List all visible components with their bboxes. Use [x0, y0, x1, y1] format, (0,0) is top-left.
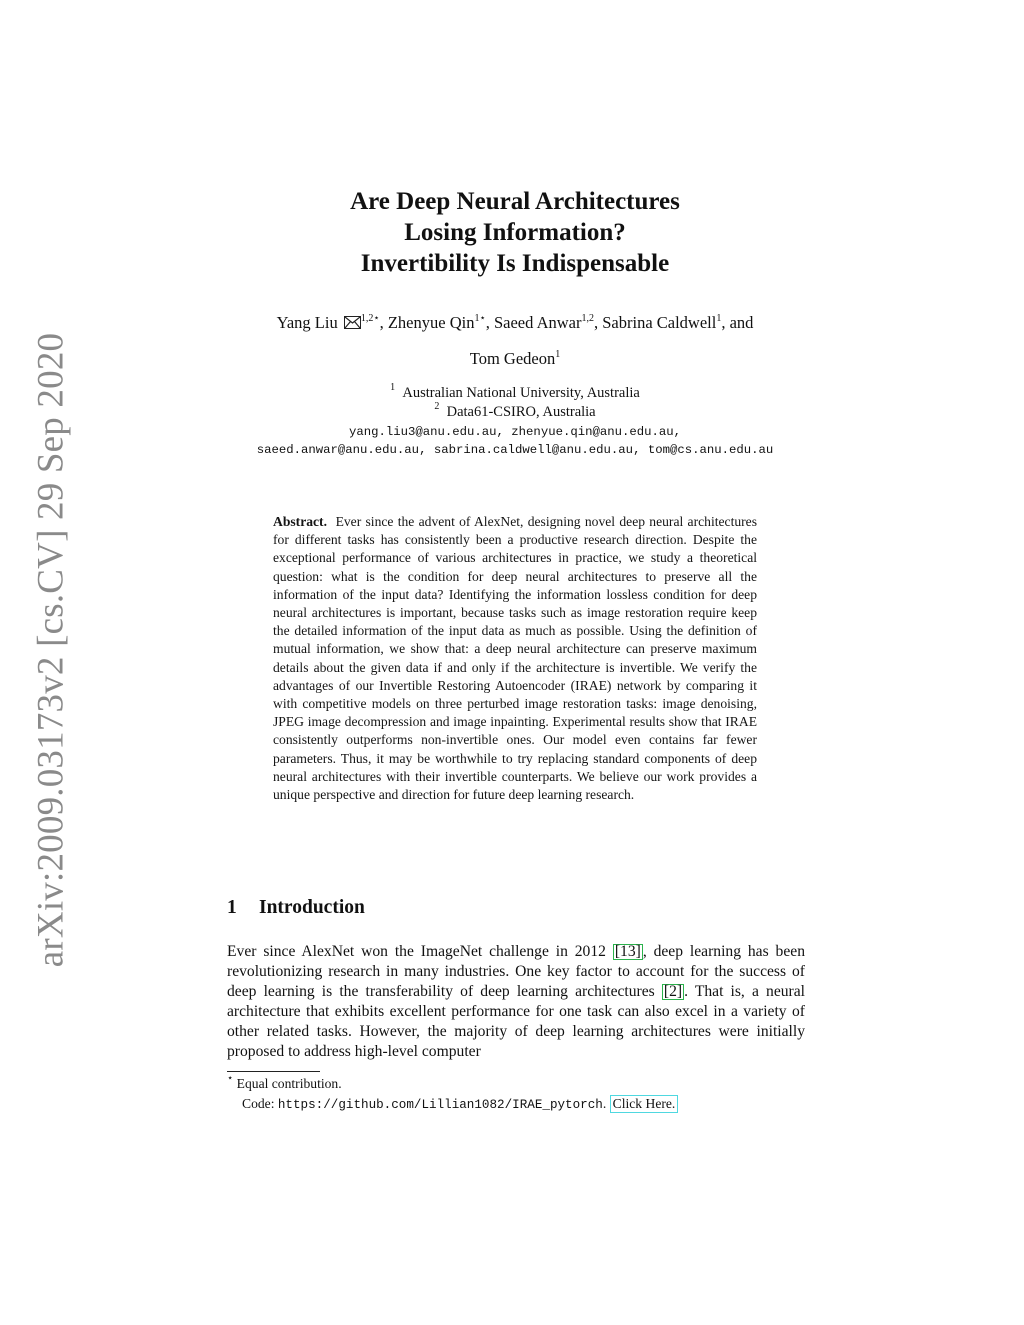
footnote-equal-text: Equal contribution.: [236, 1076, 342, 1091]
email-line-2: saeed.anwar@anu.edu.au, sabrina.caldwell@anu.edu.au, tom@cs.anu.edu.au: [256, 443, 774, 457]
author-sabrina-caldwell: , Sabrina Caldwell: [593, 313, 717, 332]
author-saeed-anwar: , Saeed Anwar: [485, 313, 582, 332]
author-sabrina-caldwell-sup: 1: [716, 313, 722, 324]
arxiv-sidebar: [30, 332, 72, 968]
footnote-code-label: Code:: [242, 1096, 278, 1111]
title-line-1: Are Deep Neural Architectures: [350, 188, 680, 215]
title-line-2: Losing Information?: [404, 219, 626, 246]
section-heading: [227, 897, 365, 919]
click-here-link[interactable]: Click Here.: [610, 1095, 679, 1113]
arxiv-identifier: arXiv:2009.03173v2 [cs.CV] 29 Sep 2020: [30, 332, 72, 968]
section-number: 1: [227, 897, 237, 918]
author-list: [160, 313, 870, 333]
abstract-label: Abstract.: [273, 514, 327, 529]
affiliation-2-text: Data61-CSIRO, Australia: [446, 404, 596, 420]
author-and: , and: [721, 313, 754, 332]
affiliation-1: [160, 382, 870, 402]
author-yang-liu: Yang Liu: [276, 313, 342, 332]
affiliation-1-number: 1: [390, 382, 396, 393]
author-tom-gedeon-sup: 1: [555, 349, 561, 360]
intro-text-2: , deep learning has been revolutionizing research in many industries. One key factor to account for the success of deep learning is the transferability of deep learning architectures: [227, 943, 805, 1000]
author-yang-liu-sup: 1,2⋆: [360, 313, 380, 324]
footnote-rule: [227, 1071, 320, 1072]
author-list-line-2: [160, 349, 870, 369]
abstract: [273, 513, 757, 804]
footnote-star: ⋆: [227, 1073, 234, 1084]
author-tom-gedeon: Tom Gedeon: [469, 349, 556, 368]
author-zhenyue-qin: , Zhenyue Qin: [379, 313, 475, 332]
footnote-code: [242, 1095, 678, 1113]
affiliation-2-number: 2: [434, 401, 440, 412]
author-saeed-anwar-sup: 1,2: [581, 313, 594, 324]
footnote-code-dot: .: [602, 1096, 610, 1111]
title-line-3: Invertibility Is Indispensable: [360, 250, 670, 277]
author-zhenyue-qin-sup: 1⋆: [474, 313, 486, 324]
affiliation-1-text: Australian National University, Australia: [402, 385, 640, 401]
citation-link-13[interactable]: [13]: [614, 943, 641, 960]
envelope-icon: [344, 316, 361, 329]
introduction-paragraph: [227, 942, 805, 1062]
affiliation-2: [160, 401, 870, 421]
paper-title: [200, 186, 830, 279]
code-url-link[interactable]: https://github.com/Lillian1082/IRAE_pytorch: [277, 1098, 603, 1112]
email-line-1: yang.liu3@anu.edu.au, zhenyue.qin@anu.edu.au,: [348, 425, 682, 439]
intro-text-3: . That is, a neural architecture that exhibits excellent performance for one task can also excel in a variety of other related tasks. However, the majority of deep learning architectures were initially proposed to address high-level computer: [227, 983, 805, 1060]
citation-link-2[interactable]: [2]: [663, 983, 683, 1000]
intro-text-1: Ever since AlexNet won the ImageNet challenge in 2012: [227, 943, 613, 960]
section-title: Introduction: [259, 897, 365, 918]
footnote-equal-contribution: [227, 1073, 342, 1092]
abstract-text: Ever since the advent of AlexNet, designing novel deep neural architectures for different tasks has consistently been a productive research direction. Despite the exceptional performance of various architectures in practice, we study a theoretical question: what is the condition for deep neural architectures to preserve all the information of the input data? Identifying the information lossless condition for deep neural architectures is important, because tasks such as image restoration require keep the detailed information of the input data as much as possible. Using the definition of mutual information, we show that: a deep neural architecture can preserve maximum details about the given data if and only if the architecture is invertible. We verify the advantages of our Invertible Restoring Autoencoder (IRAE) network by comparing it with competitive models on three perturbed image restoration tasks: image denoising, JPEG image decompression and image inpainting. Experimental results show that IRAE consistently outperforms non-invertible ones. Our model even contains far fewer parameters. Thus, it may be worthwhile to try replacing standard components of deep neural architectures with their invertible counterparts. We believe our work provides a unique perspective and direction for future deep learning research.: [273, 514, 757, 803]
